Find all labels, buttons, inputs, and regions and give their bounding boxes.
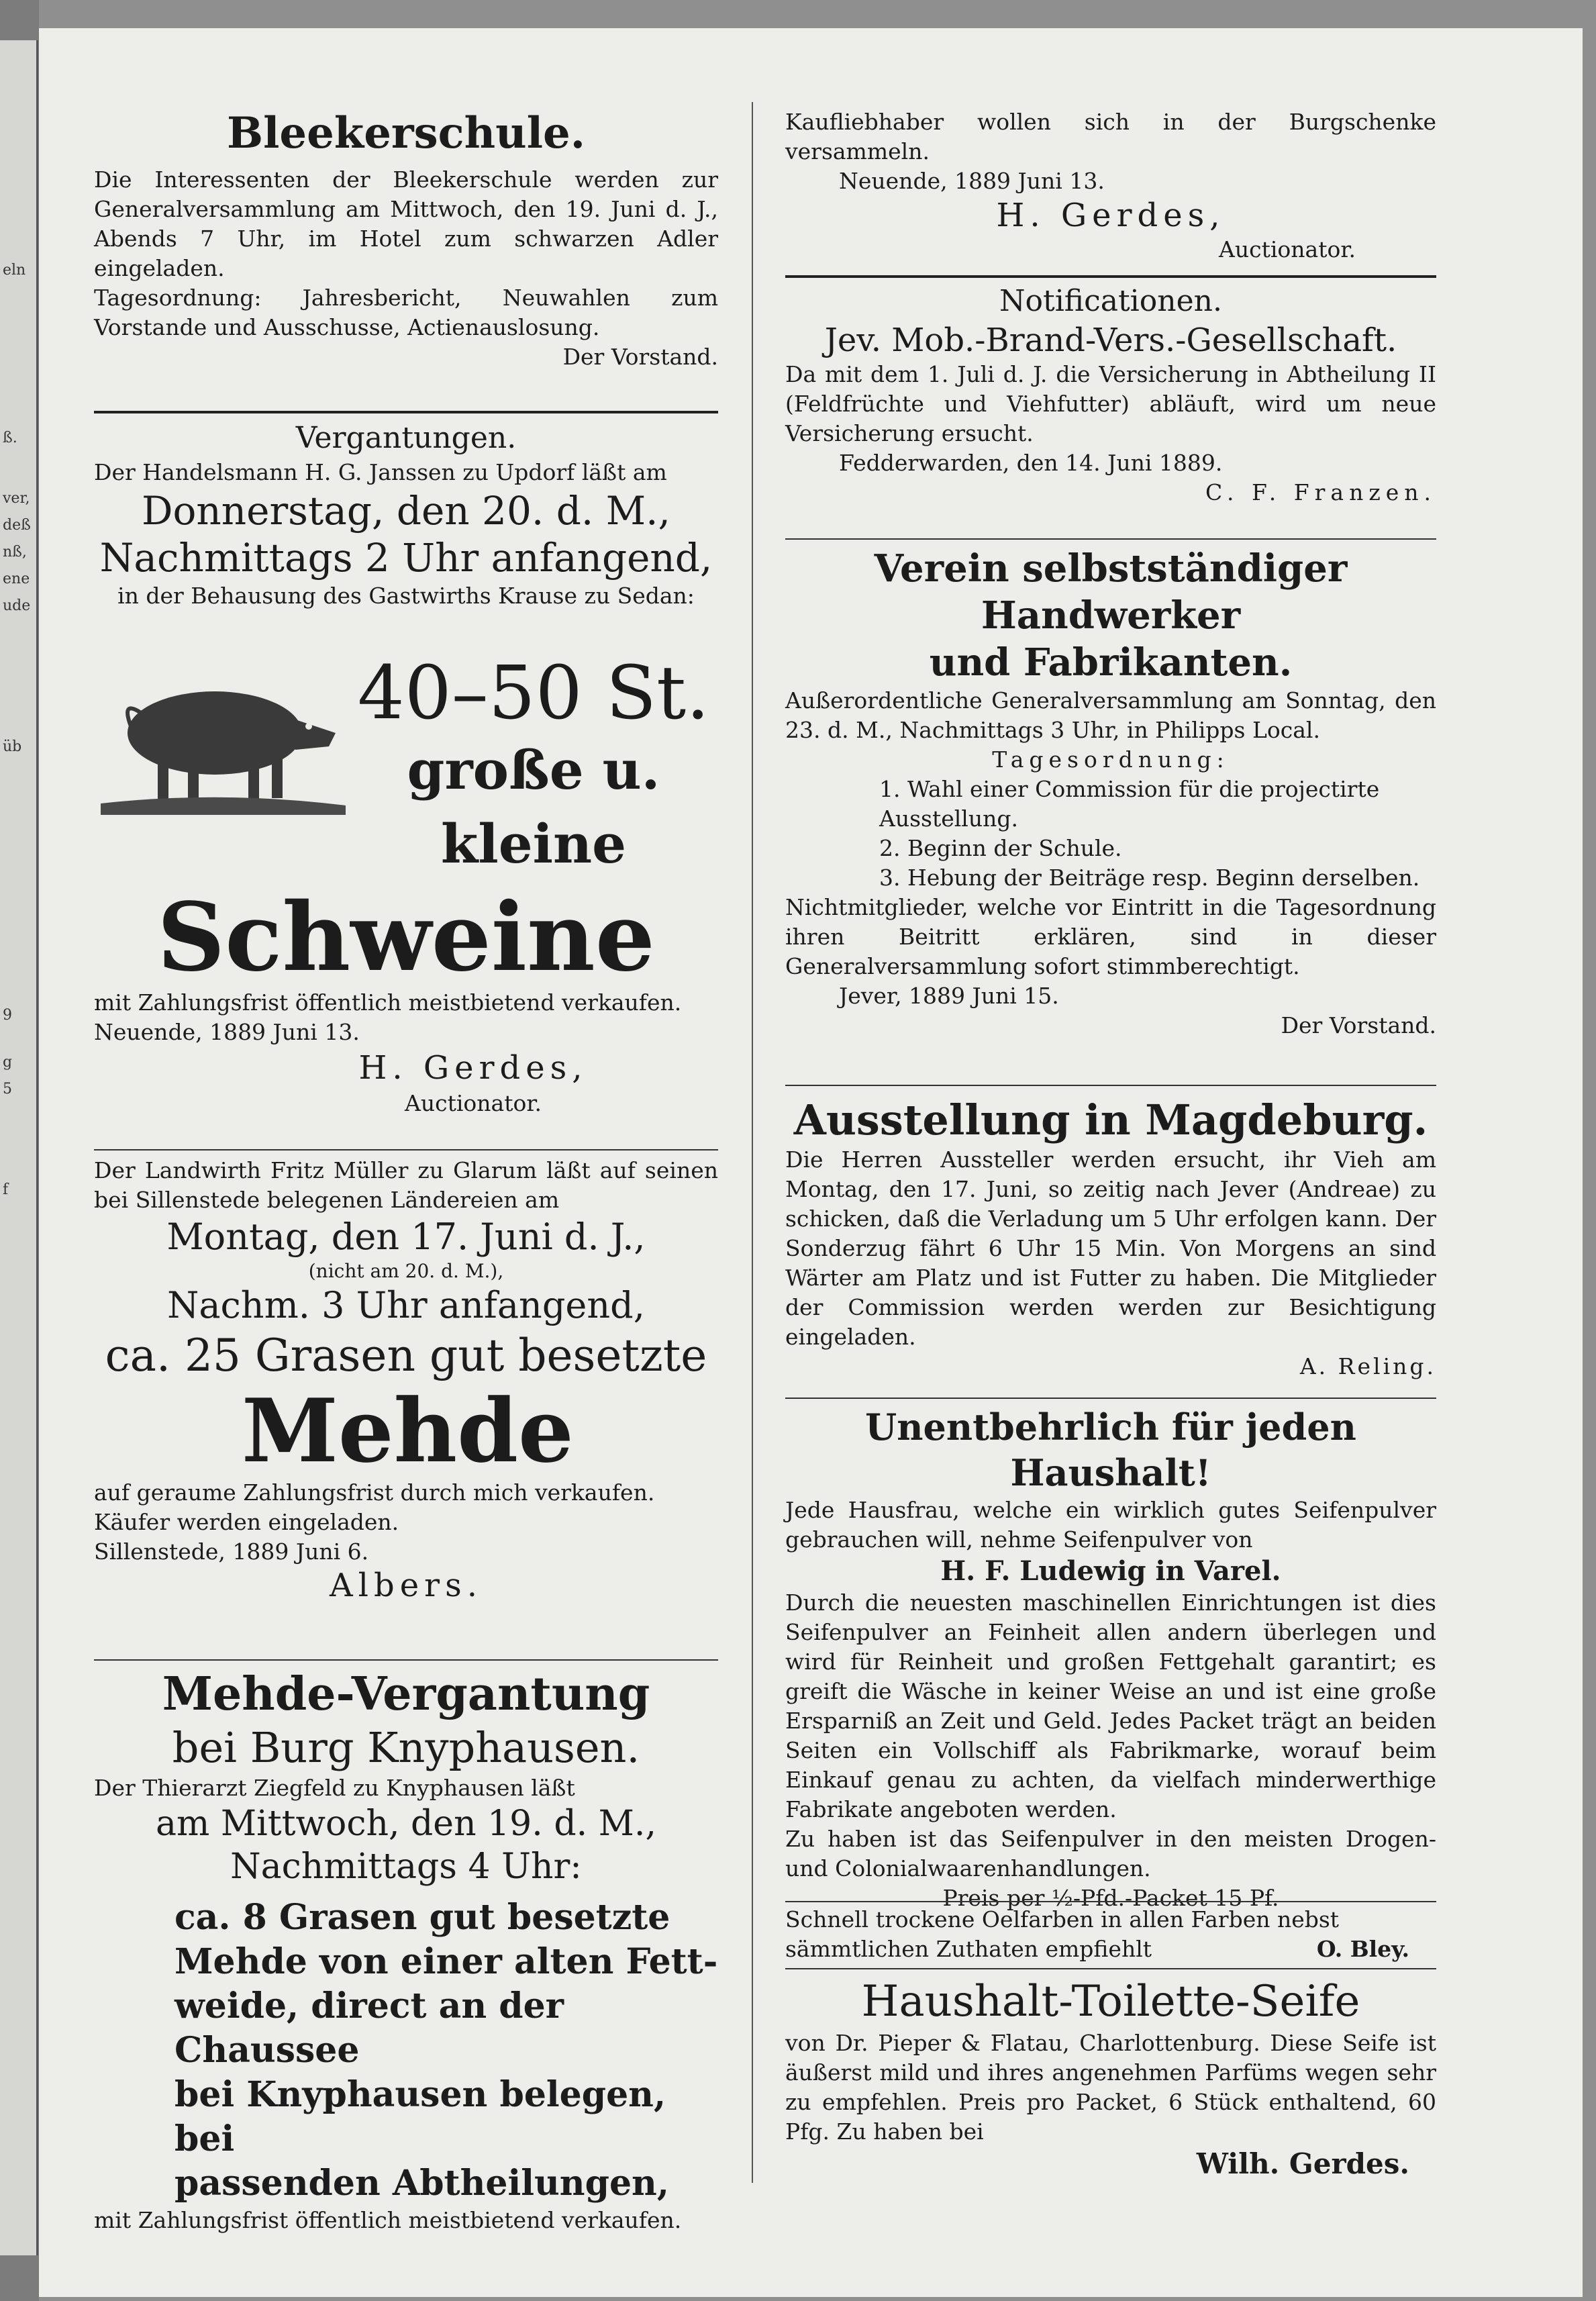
ad-title-line2: und Fabrikanten.: [929, 640, 1293, 685]
ad-body-line: ca. 8 Grasen gut besetzte: [174, 1897, 670, 1938]
ad-dateline: Jever, 1889 Juni 15.: [839, 983, 1059, 1009]
ad-mueller: [94, 1156, 718, 1604]
ad-text: Schnell trockene Oelfarben in allen Farben nebst: [785, 1906, 1340, 1932]
ad-count: 40–50 St.: [357, 650, 710, 736]
ad-name: A. Reling.: [1299, 1353, 1436, 1379]
ad-text: sämmtlichen Zuthaten empfiehlt: [785, 1936, 1152, 1962]
ad-time: Nachm. 3 Uhr anfangend,: [167, 1284, 645, 1326]
ad-vergantungen: [94, 419, 718, 611]
ad-ausstellung: [785, 1095, 1436, 1381]
agenda-item: 2. Beginn der Schule.: [879, 835, 1122, 861]
ad-date: Montag, den 17. Juni d. J.,: [166, 1216, 646, 1258]
ad-body-line: bei Knyphausen belegen, bei: [174, 2074, 666, 2159]
ad-bleekerschule: [94, 107, 718, 372]
ad-signature: Der Vorstand.: [1281, 1012, 1436, 1038]
ad-seifenpulver: [785, 1404, 1436, 1913]
ad-name: H. Gerdes,: [358, 1049, 588, 1087]
ad-name: H. Gerdes,: [996, 197, 1226, 234]
divider: [94, 411, 718, 413]
ad-date: am Mittwoch, den 19. d. M.,: [156, 1804, 656, 1844]
divider: [785, 275, 1436, 278]
ad-text: Die Herren Aussteller werden ersucht, ihr Vieh am Montag, den 17. Juni, so zeitig nach Jever (Andreae) zu schicken, daß die Verladung um 5 Uhr erfolgen kann. Der Sonderzug fährt 6 Uhr 15 Min. Von Morgens an sind Wärter am Platz und ist Futter zu haben. Die Mitglieder der Commission werden werden zur Besichtigung eingeladen.: [785, 1146, 1436, 1350]
ad-body-line: weide, direct an der Chaussee: [174, 1986, 564, 2071]
ad-time: Nachmittags 4 Uhr:: [230, 1847, 582, 1887]
ad-subtitle: Jev. Mob.-Brand-Vers.-Gesellschaft.: [824, 322, 1397, 359]
ad-name: C. F. Franzen.: [1205, 479, 1436, 505]
ad-maker: H. F. Ludewig in Varel.: [940, 1555, 1281, 1587]
ad-title: Mehde-Vergantung: [162, 1667, 650, 1721]
ad-text: Durch die neuesten maschinellen Einrichtungen ist dies Seifenpulver an Feinheit allen andern überlegen und wird für Reinheit und großen Fettgehalt garantirt; es greift die Wäsche in keiner Weise an und ist eine große Ersparniß an Zeit und Geld. Jedes Packet trägt an beiden Seiten ein Vollschiff als Fabrikmarke, worauf beim Einkauf genau zu achten, da vielfach minderwerthige Fabrikate angeboten werden.: [785, 1589, 1436, 1822]
ad-time: Nachmittags 2 Uhr anfangend,: [99, 535, 713, 581]
ad-intro: Der Thierarzt Ziegfeld zu Knyphausen läßt: [94, 1775, 575, 1801]
divider: [785, 538, 1436, 540]
divider: [94, 1659, 718, 1661]
ad-burgschenke: [785, 107, 1436, 264]
ad-title: Unentbehrlich für jeden Haushalt!: [865, 1406, 1356, 1494]
ad-title: Verein selbstständiger Handwerker: [874, 546, 1348, 638]
section-title: Notificationen.: [999, 284, 1222, 318]
ad-note: Nichtmitglieder, welche vor Eintritt in die Tagesordnung ihren Beitritt erklären, sind in dieser Generalversammlung sofort stimmberechtigt.: [785, 894, 1436, 979]
ad-intro: Der Handelsmann H. G. Janssen zu Updorf läßt am: [94, 459, 667, 485]
ad-text: Da mit dem 1. Juli d. J. die Versicherung in Abtheilung II (Feldfrüchte und Viehfutter) abläuft, wird um neue Versicherung ersucht.: [785, 361, 1436, 446]
divider: [94, 1149, 718, 1150]
ad-dateline: Fedderwarden, den 14. Juni 1889.: [839, 450, 1223, 476]
agenda-item: 3. Hebung der Beiträge resp. Beginn derselben.: [879, 865, 1420, 891]
agenda-label: Tagesordnung:: [992, 746, 1230, 773]
ad-text: Jede Hausfrau, welche ein wirklich gutes Seifenpulver gebrauchen will, nehme Seifenpulver von: [785, 1497, 1436, 1553]
ad-name: O. Bley.: [1316, 1936, 1409, 1962]
ad-date: Donnerstag, den 20. d. M.,: [141, 488, 670, 534]
ad-verein: [785, 545, 1436, 1040]
ad-signature: Der Vorstand.: [562, 344, 718, 370]
ad-bley: [785, 1905, 1436, 1964]
ad-intro: Der Landwirth Fritz Müller zu Glarum läßt auf seinen bei Sillenstede belegenen Ländereien am: [94, 1157, 718, 1213]
ad-price: Preis per ½-Pfd.-Packet 15 Pf.: [942, 1885, 1279, 1911]
ad-text: Zu haben ist das Seifenpulver in den meisten Drogen- und Colonialwaarenhandlungen.: [785, 1826, 1436, 1881]
ad-dateline: Neuende, 1889 Juni 13.: [839, 168, 1105, 194]
divider: [785, 1901, 1436, 1902]
ad-item: Schweine: [157, 883, 655, 993]
ad-text: Kaufliebhaber wollen sich in der Burgschenke versammeln.: [785, 109, 1436, 164]
ad-subtitle: bei Burg Knyphausen.: [172, 1723, 640, 1772]
ad-body-line: Mehde von einer alten Fett-: [174, 1941, 718, 1982]
ad-vergantungen-items: [94, 652, 718, 1118]
ad-toilette-seife: [785, 1975, 1436, 2182]
ad-text: Die Interessenten der Bleekerschule werden zur Generalversammlung am Mittwoch, den 19. Juni d. J., Abends 7 Uhr, im Hotel zum schwarzen Adler eingeladen.: [94, 166, 718, 281]
ad-size: große u. kleine: [407, 738, 660, 875]
ad-item: Mehde: [242, 1379, 574, 1482]
ad-role: Auctionator.: [1219, 236, 1356, 262]
ad-agenda: Tagesordnung: Jahresbericht, Neuwahlen zum Vorstande und Ausschusse, Actienauslosung.: [94, 285, 718, 340]
ad-dateline: Sillenstede, 1889 Juni 6.: [94, 1538, 369, 1565]
previous-page-edge: eln ß. ver, deß nß, ene ude üb 9 g 5 f: [0, 40, 38, 2255]
ad-dateline: Neuende, 1889 Juni 13.: [94, 1019, 360, 1045]
agenda-item: 1. Wahl einer Commission für die projectirte Ausstellung.: [879, 776, 1380, 832]
ad-note: (nicht am 20. d. M.),: [308, 1260, 504, 1282]
section-title: Vergantungen.: [295, 421, 517, 455]
ad-mehde-vergantung: [94, 1666, 718, 2235]
ad-title: Haushalt-Toilette-Seife: [861, 1977, 1360, 2026]
ad-terms: mit Zahlungsfrist öffentlich meistbietend verkaufen.: [94, 989, 682, 1016]
column-divider: [752, 102, 753, 2183]
divider: [785, 1398, 1436, 1399]
ad-terms: mit Zahlungsfrist öffentlich meistbietend verkaufen.: [94, 2207, 682, 2233]
ad-text: von Dr. Pieper & Flatau, Charlottenburg. Diese Seife ist äußerst mild und ihres angenehmen Parfüms wegen sehr zu empfehlen. Preis pro Packet, 6 Stück enthaltend, 60 Pfg. Zu haben bei: [785, 2030, 1436, 2145]
ad-body-line: passenden Abtheilungen,: [174, 2163, 669, 2204]
newspaper-page: [39, 28, 1583, 2297]
divider: [785, 1968, 1436, 1969]
ad-buyers: Käufer werden eingeladen.: [94, 1509, 399, 1535]
ad-role: Auctionator.: [405, 1090, 542, 1116]
ad-notifications: [785, 282, 1436, 507]
ad-text: Außerordentliche Generalversammlung am Sonntag, den 23. d. M., Nachmittags 3 Uhr, in Philipps Local.: [785, 687, 1436, 743]
ad-name: Wilh. Gerdes.: [1196, 2147, 1409, 2180]
ad-name: Albers.: [330, 1567, 483, 1604]
ad-title: Bleekerschule.: [227, 108, 585, 158]
ad-place: in der Behausung des Gastwirths Krause zu Sedan:: [117, 583, 695, 609]
ad-count: ca. 25 Grasen gut besetzte: [105, 1330, 707, 1381]
ad-terms: auf geraume Zahlungsfrist durch mich verkaufen.: [94, 1479, 655, 1506]
ad-title: Ausstellung in Magdeburg.: [793, 1095, 1428, 1144]
divider: [785, 1085, 1436, 1086]
ad-text-line: [785, 1935, 1436, 1964]
